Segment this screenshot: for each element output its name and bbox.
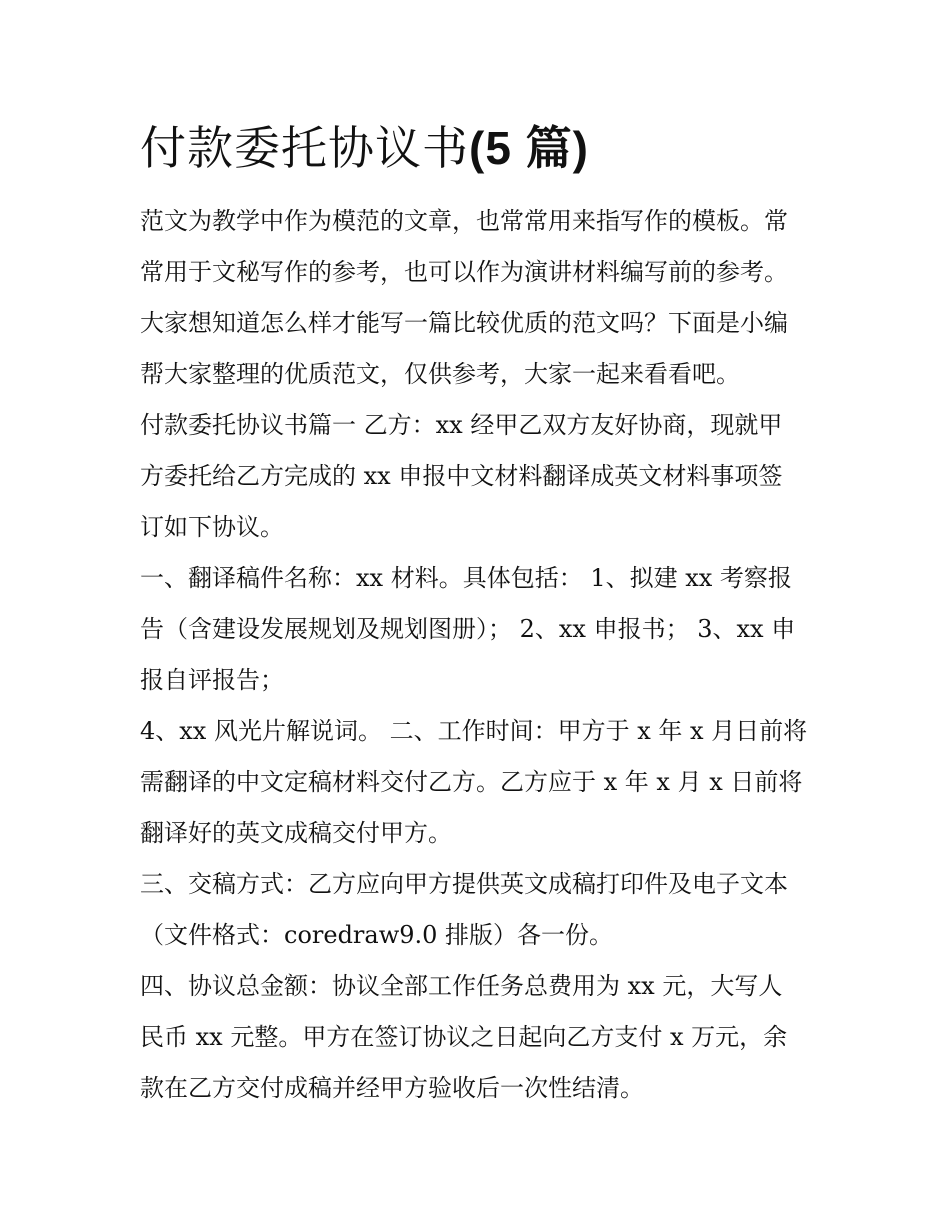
text-line: 常用于文秘写作的参考，也可以作为演讲材料编写前的参考。 xyxy=(140,258,788,286)
text-line: 款在乙方交付成稿并经甲方验收后一次性结清。 xyxy=(140,1074,644,1102)
text-line: 订如下协议。 xyxy=(140,513,284,541)
text-line: 民币 xx 元整。甲方在签订协议之日起向乙方支付 x 万元，余 xyxy=(140,1023,788,1051)
text-line: 翻译好的英文成稿交付甲方。 xyxy=(140,819,452,847)
text-line: 帮大家整理的优质范文，仅供参考，大家一起来看看吧。 xyxy=(140,360,740,388)
text-line: 范文为教学中作为模范的文章，也常常用来指写作的模板。常 xyxy=(140,207,788,235)
text-line: 报自评报告； xyxy=(140,666,284,694)
text-line: 三、交稿方式：乙方应向甲方提供英文成稿打印件及电子文本 xyxy=(140,870,788,898)
text-line: （文件格式：coredraw9.0 排版）各一份。 xyxy=(140,921,614,949)
title-count: (5 篇) xyxy=(469,122,589,174)
text-line: 付款委托协议书篇一 乙方：xx 经甲乙双方友好协商，现就甲 xyxy=(140,411,783,439)
text-line: 一、翻译稿件名称：xx 材料。具体包括： 1、拟建 xx 考察报 xyxy=(140,564,792,592)
text-line: 方委托给乙方完成的 xx 申报中文材料翻译成英文材料事项签 xyxy=(140,462,783,490)
text-line: 4、xx 风光片解说词。 二、工作时间：甲方于 x 年 x 月日前将 xyxy=(140,717,808,745)
title-text: 付款委托协议书 xyxy=(140,121,469,175)
text-line: 四、协议总金额：协议全部工作任务总费用为 xx 元，大写人 xyxy=(140,972,783,1000)
document-title xyxy=(140,118,589,178)
text-line: 告（含建设发展规划及规划图册）； 2、xx 申报书； 3、xx 申 xyxy=(140,615,796,643)
text-line: 需翻译的中文定稿材料交付乙方。乙方应于 x 年 x 月 x 日前将 xyxy=(140,768,803,796)
document-body xyxy=(140,196,820,1114)
text-line: 大家想知道怎么样才能写一篇比较优质的范文吗？下面是小编 xyxy=(140,309,788,337)
